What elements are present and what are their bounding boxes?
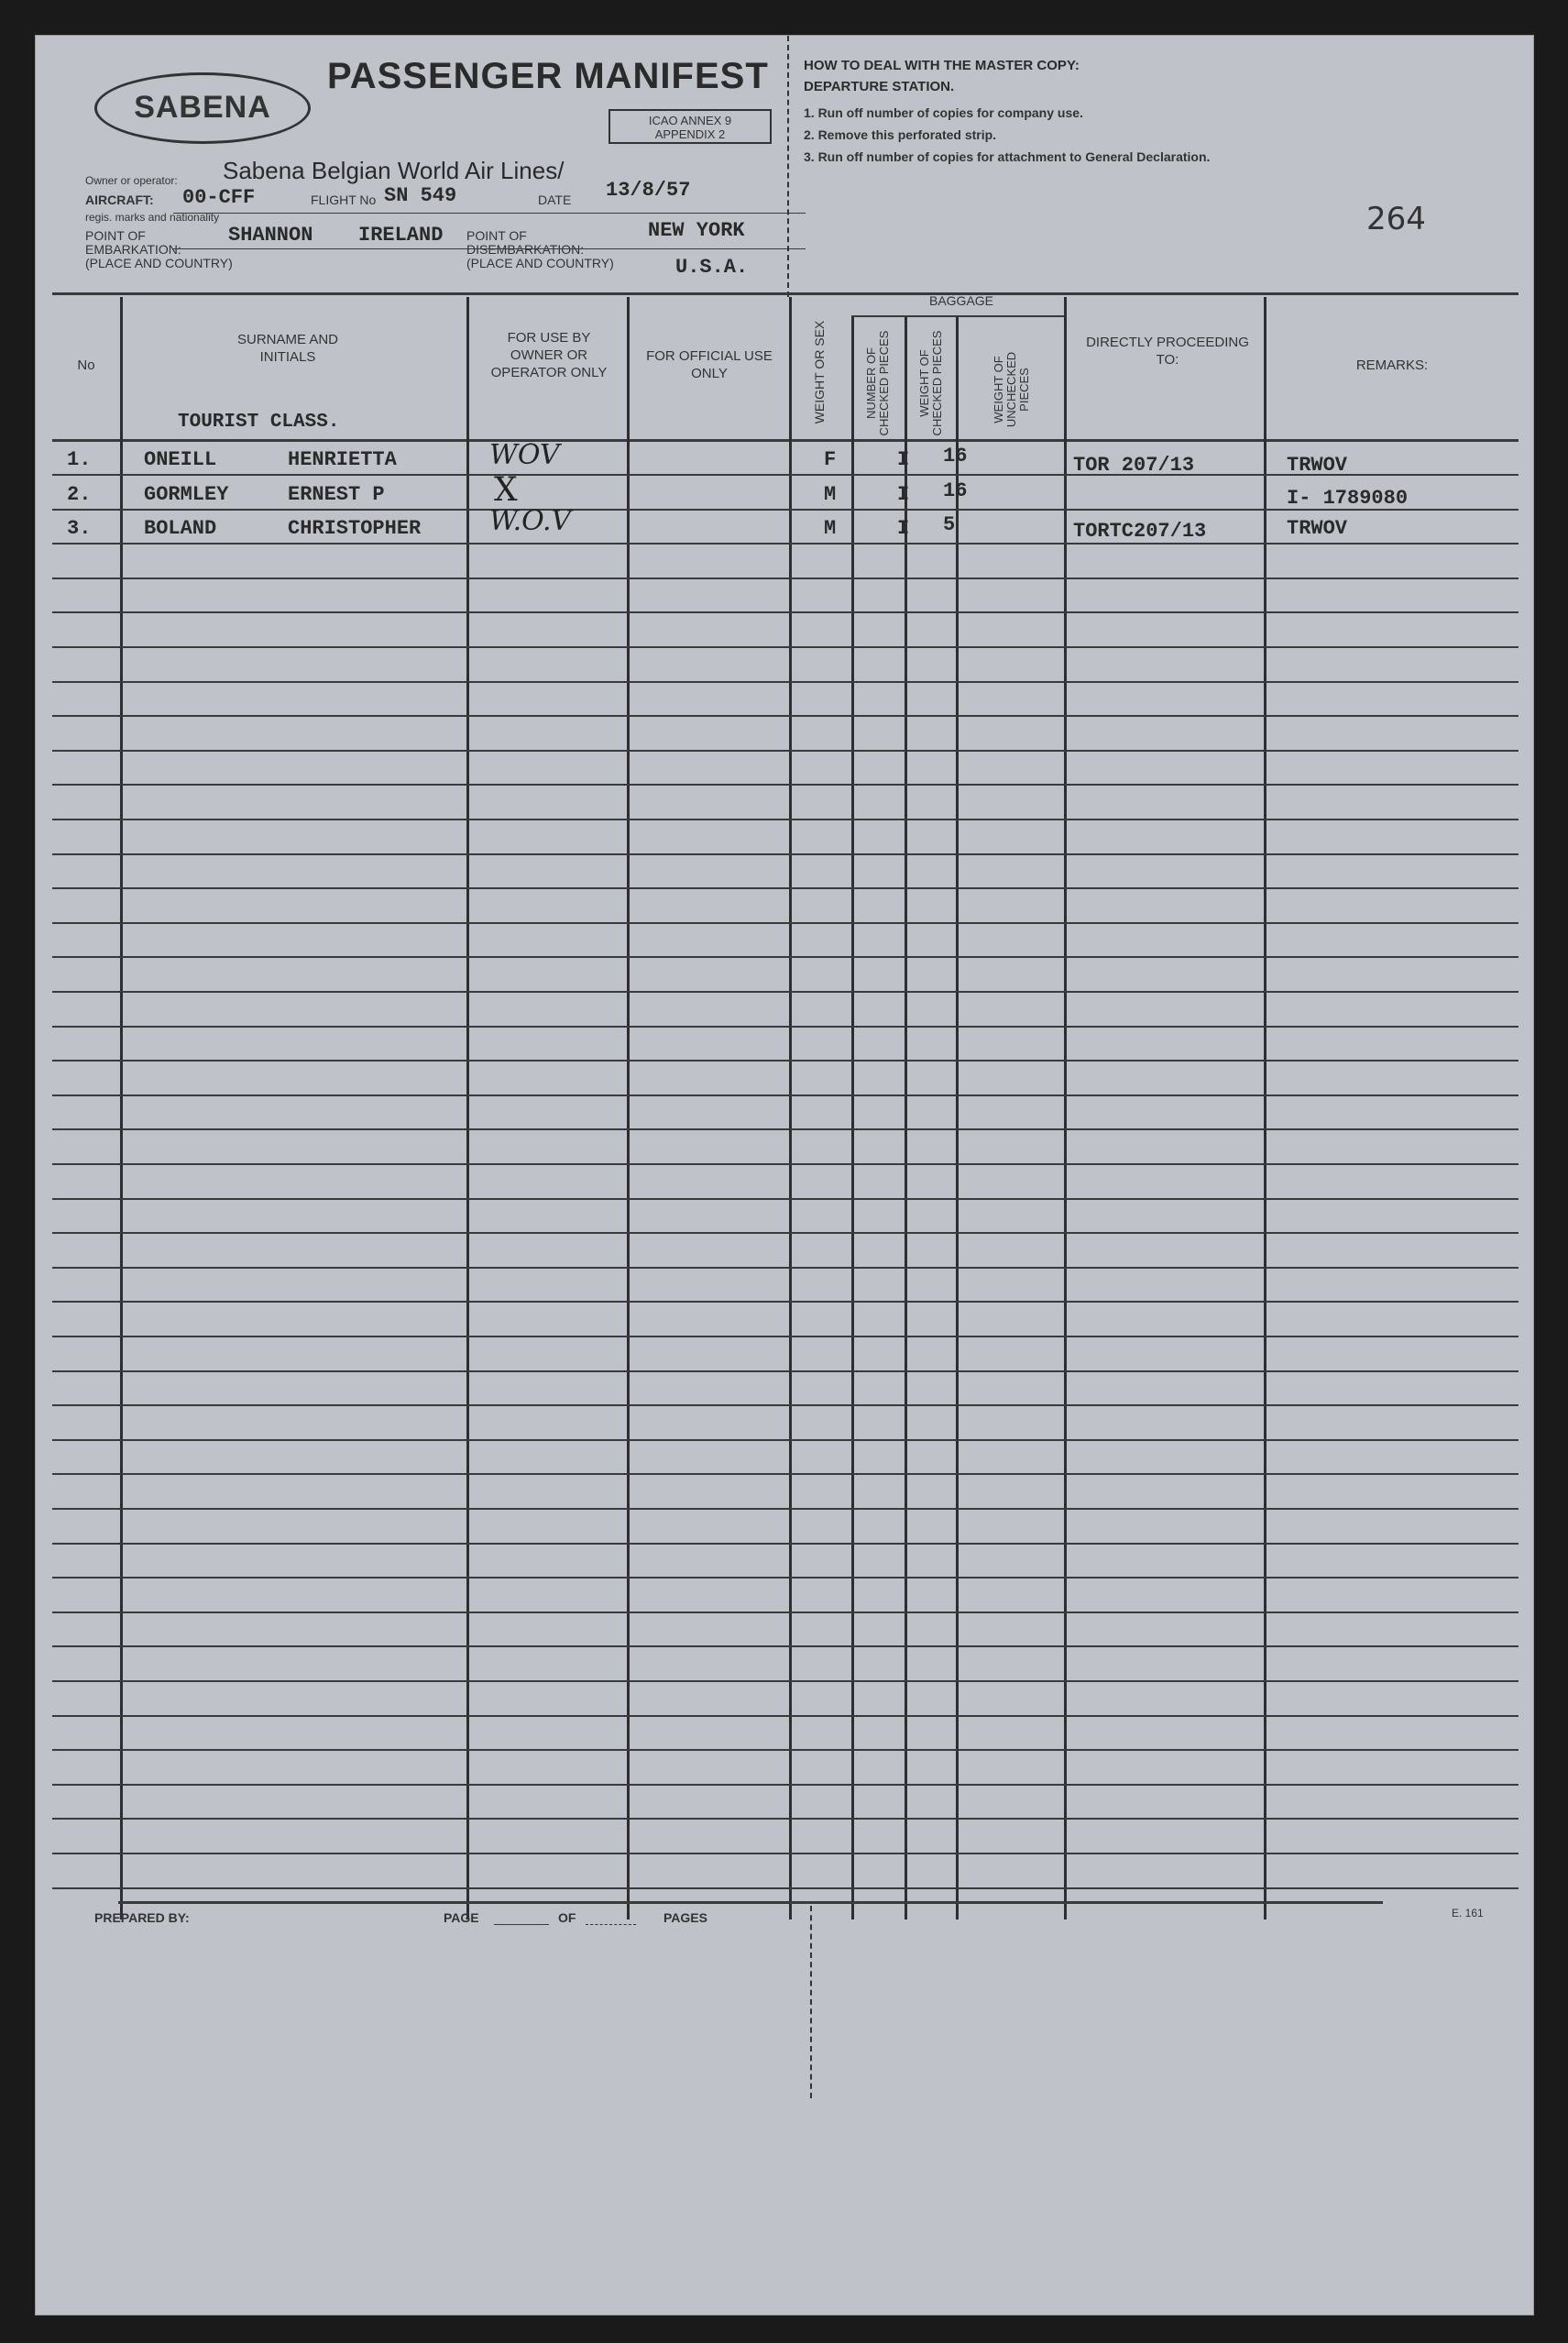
disembark-label-1: POINT OF <box>466 228 527 243</box>
remarks: TRWOV <box>1287 454 1348 477</box>
aircraft-label: AIRCRAFT: <box>85 192 154 207</box>
proceeding-to: TOR 207/13 <box>1073 454 1195 477</box>
col-official-header: FOR OFFICIAL USE ONLY <box>646 348 773 381</box>
table-rule <box>52 1336 1519 1337</box>
instruction-step: 3. Run off number of copies for attachment to General Declaration. <box>804 149 1211 164</box>
flight-value: SN 549 <box>384 184 457 207</box>
table-rule <box>52 715 1519 717</box>
col-weight-sex-header: WEIGHT OR SEX <box>812 320 827 424</box>
col-no-header: No <box>77 358 95 373</box>
disembark-city: NEW YORK <box>648 219 745 242</box>
table-rule <box>52 1232 1519 1234</box>
passenger-sex: F <box>824 448 837 471</box>
form-title: PASSENGER MANIFEST <box>327 56 769 96</box>
table-rule <box>52 1543 1519 1545</box>
table-rule <box>52 1404 1519 1406</box>
page-label: PAGE <box>444 1910 479 1925</box>
col-surname-header: SURNAME AND INITIALS <box>236 332 339 365</box>
table-rule <box>52 1508 1519 1510</box>
table-rule <box>52 1094 1519 1096</box>
col-proceeding-header: DIRECTLY PROCEEDING TO: <box>1086 335 1249 368</box>
flight-label: FLIGHT No <box>311 192 377 207</box>
regn-note: regis. marks and nationality <box>85 211 220 224</box>
table-rule <box>52 819 1519 820</box>
remarks: I- 1789080 <box>1287 487 1409 510</box>
table-rule <box>52 750 1519 752</box>
table-rule <box>52 1577 1519 1578</box>
instructions-steps <box>804 102 1210 168</box>
table-rule <box>52 1370 1519 1372</box>
table-rule <box>52 1026 1519 1028</box>
table-rule <box>52 887 1519 889</box>
sabena-logo <box>94 72 311 144</box>
table-rule <box>52 991 1519 993</box>
pages-label: PAGES <box>663 1910 707 1925</box>
owner-mark: WOV <box>489 439 560 471</box>
remarks: TRWOV <box>1287 517 1348 540</box>
table-rule <box>52 1301 1519 1303</box>
checked-pieces: I <box>897 448 910 471</box>
checked-weight: 5 <box>943 513 956 536</box>
passenger-given-name: CHRISTOPHER <box>288 517 422 540</box>
instruction-step: 1. Run off number of copies for company use. <box>804 105 1083 120</box>
instructions-title: HOW TO DEAL WITH THE MASTER COPY: <box>804 58 1080 73</box>
table-rule <box>52 1198 1519 1200</box>
passenger-sex: M <box>824 517 837 540</box>
table-rule <box>52 956 1519 958</box>
class-label: TOURIST CLASS. <box>178 412 340 433</box>
table-rule <box>52 1060 1519 1062</box>
icao-line-1: ICAO ANNEX 9 <box>648 114 732 127</box>
embark-label-2: EMBARKATION: <box>85 242 181 257</box>
checked-pieces: I <box>897 483 910 506</box>
embark-label-1: POINT OF <box>85 228 146 243</box>
prepared-by-label: PREPARED BY: <box>94 1910 190 1925</box>
owner-mark: X <box>494 471 518 509</box>
unchecked-weight-header: WEIGHT OF UNCHECKED PIECES <box>992 351 1031 428</box>
table-rule <box>52 1784 1519 1786</box>
checked-pieces: I <box>897 517 910 540</box>
date-value: 13/8/57 <box>606 179 691 202</box>
form-code: E. 161 <box>1452 1907 1484 1920</box>
date-label: DATE <box>538 192 572 207</box>
table-rule <box>52 1715 1519 1717</box>
passenger-surname: BOLAND <box>144 517 217 540</box>
icao-box <box>609 109 772 144</box>
embark-label-3: (PLACE AND COUNTRY) <box>85 256 233 270</box>
instruction-step: 2. Remove this perforated strip. <box>804 127 997 142</box>
manifest-sheet <box>35 35 1534 2316</box>
table-rule <box>52 681 1519 683</box>
page-number-handwritten: 264 <box>1366 201 1426 237</box>
table-rule <box>52 578 1519 579</box>
instructions-subtitle: DEPARTURE STATION. <box>804 79 955 94</box>
of-label: OF <box>558 1910 576 1925</box>
embark-city: SHANNON <box>228 224 313 247</box>
table-rule <box>52 784 1519 786</box>
passenger-sex: M <box>824 483 837 506</box>
table-rule <box>52 1128 1519 1130</box>
disembark-label-2: DISEMBARKATION: <box>466 242 585 257</box>
owner-value: Sabena Belgian World Air Lines/ <box>223 157 565 184</box>
table-rule <box>52 1853 1519 1854</box>
table-rule <box>52 922 1519 924</box>
table-rule <box>52 1887 1519 1889</box>
passenger-given-name: ERNEST P <box>288 483 385 506</box>
disembark-label-3: (PLACE AND COUNTRY) <box>466 256 614 270</box>
embark-country: IRELAND <box>358 224 444 247</box>
table-rule <box>52 1749 1519 1751</box>
owner-mark: W.O.V <box>489 505 572 537</box>
table-rule <box>52 1473 1519 1475</box>
col-owner-header: FOR USE BY OWNER OR OPERATOR ONLY <box>490 330 608 380</box>
table-rule <box>52 1439 1519 1441</box>
table-rule <box>52 646 1519 648</box>
baggage-header: BAGGAGE <box>928 293 994 308</box>
aircraft-value: 00-CFF <box>182 186 256 209</box>
checked-pieces-header: NUMBER OF CHECKED PIECES <box>864 330 891 436</box>
passenger-given-name: HENRIETTA <box>288 448 397 471</box>
table-rule <box>52 1163 1519 1165</box>
table-rule <box>52 1645 1519 1647</box>
proceeding-to: TORTC207/13 <box>1073 520 1207 543</box>
passenger-surname: ONEILL <box>144 448 217 471</box>
table-rule <box>52 1612 1519 1613</box>
passenger-surname: GORMLEY <box>144 483 229 506</box>
logo-text: SABENA <box>134 90 271 125</box>
row-number: 1. <box>67 448 92 471</box>
table-rule <box>52 853 1519 855</box>
table-rule <box>52 1680 1519 1682</box>
checked-weight-header: WEIGHT OF CHECKED PIECES <box>917 330 944 436</box>
row-number: 2. <box>67 483 92 506</box>
table-rule <box>52 1267 1519 1269</box>
col-remarks-header: REMARKS: <box>1355 358 1429 373</box>
table-rule <box>52 1818 1519 1820</box>
row-number: 3. <box>67 517 92 540</box>
disembark-country: U.S.A. <box>675 256 749 279</box>
icao-line-2: APPENDIX 2 <box>654 127 726 141</box>
table-rule <box>52 611 1519 613</box>
owner-label: Owner or operator: <box>85 174 178 187</box>
checked-weight: 16 <box>943 479 968 502</box>
table-rule <box>52 543 1519 544</box>
checked-weight: 16 <box>943 445 968 468</box>
